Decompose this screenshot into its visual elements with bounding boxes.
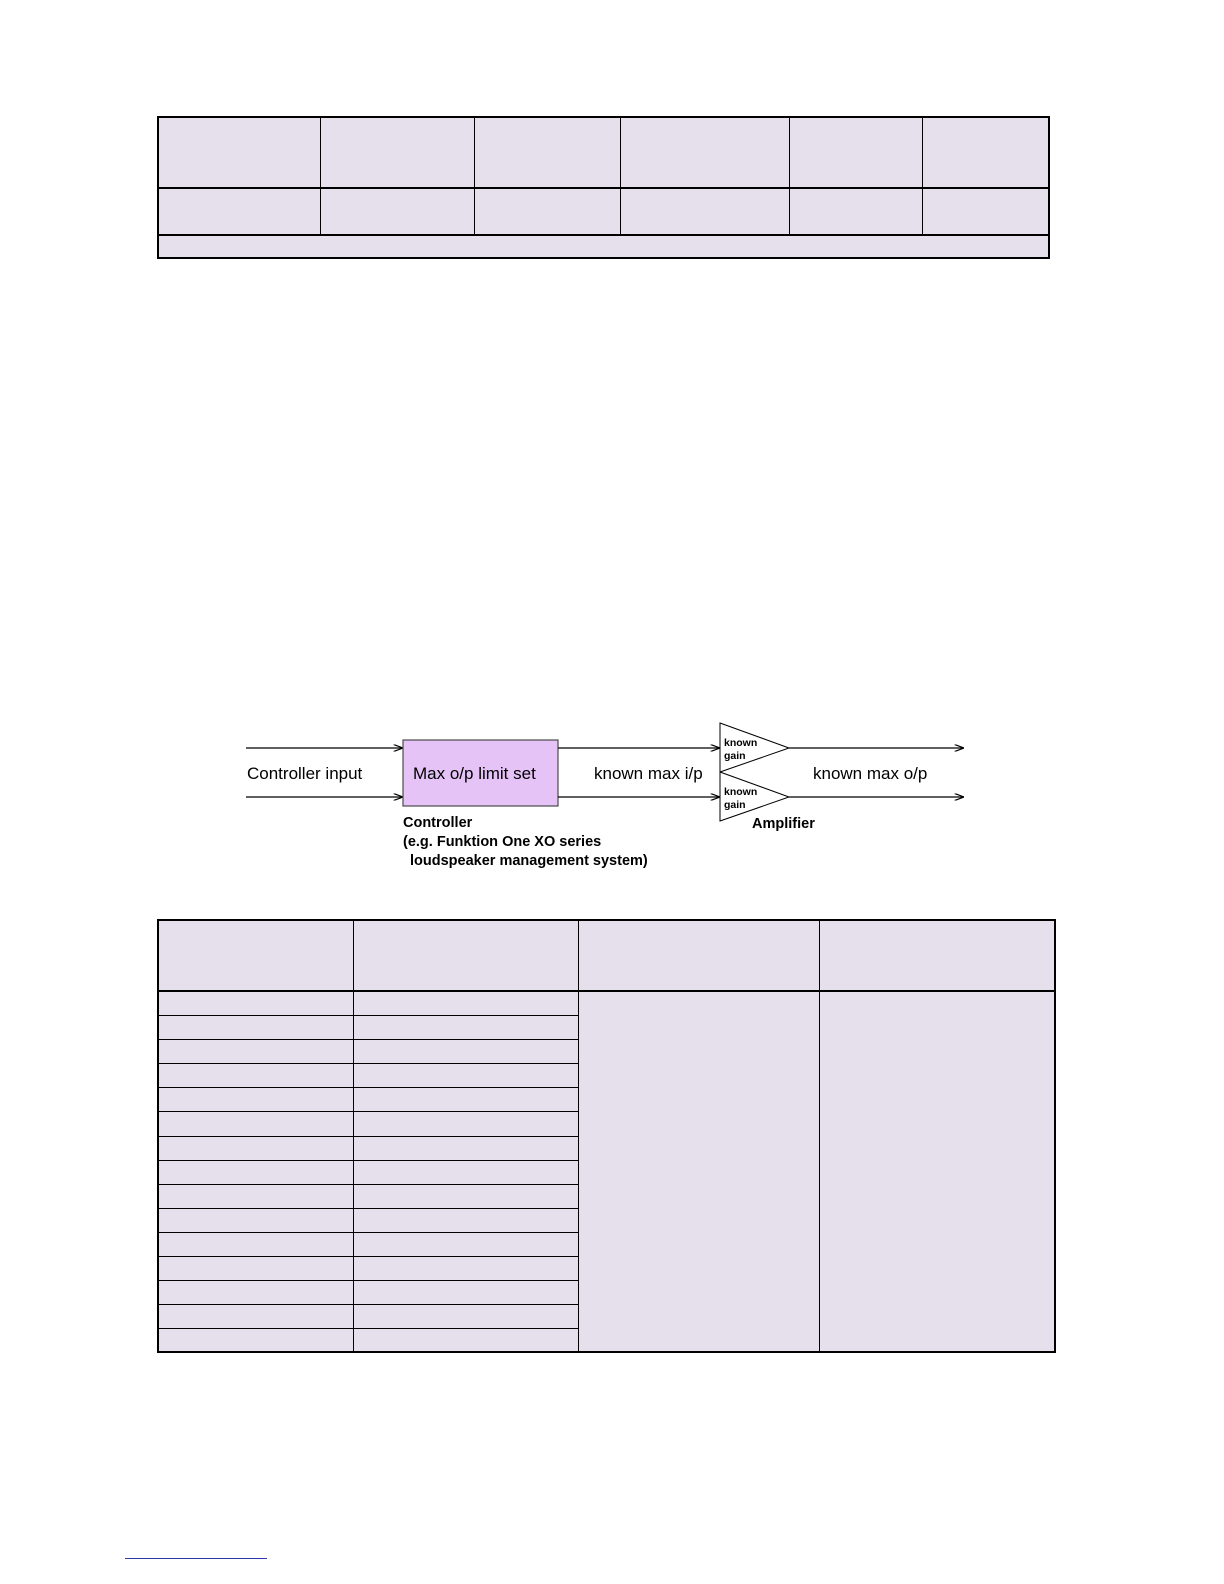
bottom-table-row-rule bbox=[159, 1039, 578, 1040]
bottom-table-row-rule bbox=[159, 1304, 578, 1305]
controller-input-label: Controller input bbox=[247, 764, 363, 783]
bottom-table-row-rule bbox=[159, 1256, 578, 1257]
bottom-table bbox=[157, 919, 1056, 1353]
controller-caption-line1: Controller bbox=[403, 815, 473, 831]
bottom-table-row-rule bbox=[159, 1160, 578, 1161]
amp-gain-bottom-line2: gain bbox=[724, 799, 746, 811]
bottom-table-row-rule bbox=[159, 1063, 578, 1064]
bottom-table-row-rule bbox=[159, 1184, 578, 1185]
amp-gain-top-line2: gain bbox=[724, 750, 746, 762]
bottom-table-row-rule bbox=[159, 1328, 578, 1329]
amp-gain-bottom-line1: known bbox=[724, 786, 758, 798]
controller-box-label: Max o/p limit set bbox=[413, 764, 536, 783]
footnote-separator bbox=[125, 1558, 267, 1559]
bottom-table-row-rule bbox=[159, 1136, 578, 1137]
bottom-table-row-rule bbox=[159, 1280, 578, 1281]
bottom-table-row-rule bbox=[159, 1232, 578, 1233]
known-max-op-label: known max o/p bbox=[813, 764, 928, 783]
known-max-ip-label: known max i/p bbox=[594, 764, 703, 783]
bottom-table-row-rule bbox=[159, 1087, 578, 1088]
bottom-table-header-rule bbox=[159, 990, 1054, 992]
amplifier-caption: Amplifier bbox=[752, 816, 815, 832]
amp-gain-top-line1: known bbox=[724, 737, 758, 749]
controller-caption-line2: (e.g. Funktion One XO series bbox=[403, 834, 602, 850]
bottom-table-row-rule bbox=[159, 1208, 578, 1209]
bottom-table-divider bbox=[819, 921, 820, 1351]
bottom-table-row-rule bbox=[159, 1111, 578, 1112]
bottom-table-row-rule bbox=[159, 1015, 578, 1016]
controller-caption-line3: loudspeaker management system) bbox=[410, 853, 648, 869]
bottom-table-divider bbox=[578, 921, 579, 1351]
